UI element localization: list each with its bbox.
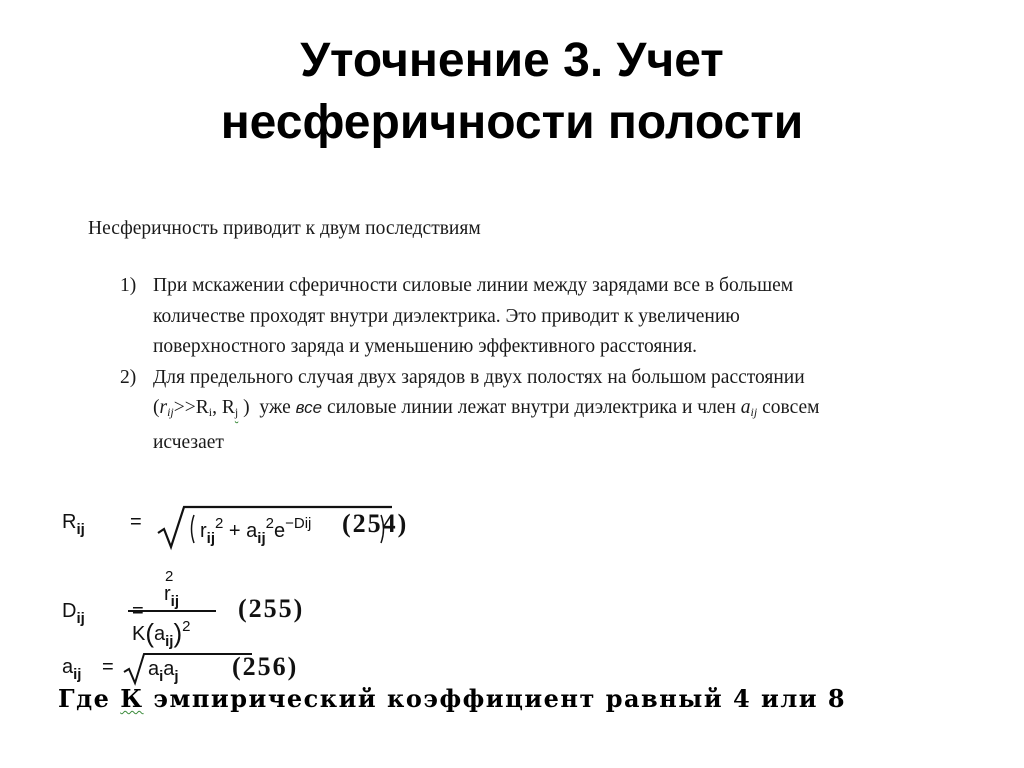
fraction-numerator	[164, 568, 187, 610]
item2-line3: исчезает	[153, 431, 224, 453]
r-symbol: r	[159, 397, 168, 418]
lhs-symbol: a	[62, 656, 74, 678]
item2-mid: силовые линии лежат внутри диэлектрика и член	[326, 397, 736, 418]
equation-number: (256)	[232, 652, 299, 681]
vse-word: все	[295, 398, 323, 417]
r-square: 2	[165, 568, 174, 585]
k-coefficient: К	[120, 684, 144, 713]
r-subscript: ij	[167, 405, 174, 419]
title-line-2: несферичности полости	[220, 96, 804, 149]
a-symbol: a	[163, 658, 175, 680]
lhs-subscript: ij	[73, 666, 82, 683]
list-item	[88, 363, 928, 459]
a-subscript: i	[159, 668, 164, 685]
item1-line3: поверхностного заряда и уменьшению эффективного расстояния.	[153, 336, 698, 357]
formula-254	[62, 505, 462, 555]
r-square: 2	[215, 515, 224, 532]
lhs-symbol: R	[62, 511, 77, 533]
lhs-subscript: ij	[76, 521, 85, 538]
fraction-denominator: $K(a_{ij})^2$	[132, 618, 191, 650]
equation-number: (254)	[342, 509, 409, 538]
lhs-subscript: ij	[76, 610, 85, 627]
a-subscript: ij	[750, 405, 758, 419]
a-symbol: a	[148, 658, 160, 680]
a-subscript: ij	[257, 530, 266, 547]
title-line-1: Уточнение 3. Учет	[300, 34, 724, 87]
footer-pre: Где	[58, 684, 111, 713]
footer-note	[58, 684, 958, 713]
lhs-symbol: D	[62, 600, 77, 622]
formula-256	[62, 652, 362, 688]
comma-R: , R	[212, 397, 235, 418]
Rj-subscript: j	[234, 405, 239, 419]
fraction-bar	[128, 610, 216, 612]
item2-post: совсем	[762, 397, 820, 418]
a-symbol: a	[154, 623, 166, 645]
body-text	[88, 214, 928, 458]
plus-sign: +	[228, 520, 241, 542]
denominator-square: 2	[182, 618, 191, 635]
Ri-subscript: i	[208, 405, 213, 419]
intro-text: Несферичность приводит к двум последствиям	[88, 218, 481, 239]
formula-lhs	[62, 656, 81, 683]
pre-vse: уже	[259, 397, 291, 418]
list-number: 2)	[120, 366, 137, 388]
k-symbol: K	[132, 623, 146, 645]
formula-lhs	[62, 600, 85, 627]
list-item	[88, 271, 928, 363]
consequences-list	[88, 271, 928, 458]
equals-sign: =	[130, 511, 142, 533]
r-symbol: r	[164, 583, 171, 605]
a-subscript: j	[174, 668, 179, 685]
item2-line1: Для предельного случая двух зарядов в двух полостях на большом расстоянии	[153, 366, 805, 388]
list-number: 1)	[120, 275, 137, 296]
r-symbol: r	[200, 520, 207, 542]
footer-post: эмпирический коэффициент равный 4 или 8	[153, 684, 847, 713]
item1-line2: количестве проходят внутри диэлектрика. Это приводит к увеличению	[153, 305, 740, 327]
a-symbol: a	[740, 397, 751, 418]
equals-sign: =	[132, 600, 144, 622]
formula-255	[62, 568, 392, 650]
slide-title	[0, 30, 1024, 154]
close-paren: )	[243, 397, 250, 418]
open-paren: (	[153, 397, 160, 418]
r-subscript: ij	[170, 593, 180, 610]
equals-sign: =	[102, 656, 114, 678]
much-greater-R: >>R	[173, 397, 209, 418]
radicand	[200, 515, 311, 547]
a-subscript: ij	[165, 633, 174, 650]
a-square: 2	[265, 515, 274, 532]
r-subscript: ij	[206, 530, 216, 547]
e-symbol: e	[273, 520, 286, 542]
equation-number: (255)	[238, 594, 305, 623]
radicand	[148, 658, 179, 685]
item2-line2	[153, 393, 928, 428]
a-symbol: a	[246, 520, 258, 542]
item1-line1: При мскажении сферичности силовые линии между зарядами все в большем	[153, 275, 794, 296]
exponent: −Dij	[285, 515, 312, 532]
formula-lhs	[62, 511, 85, 538]
